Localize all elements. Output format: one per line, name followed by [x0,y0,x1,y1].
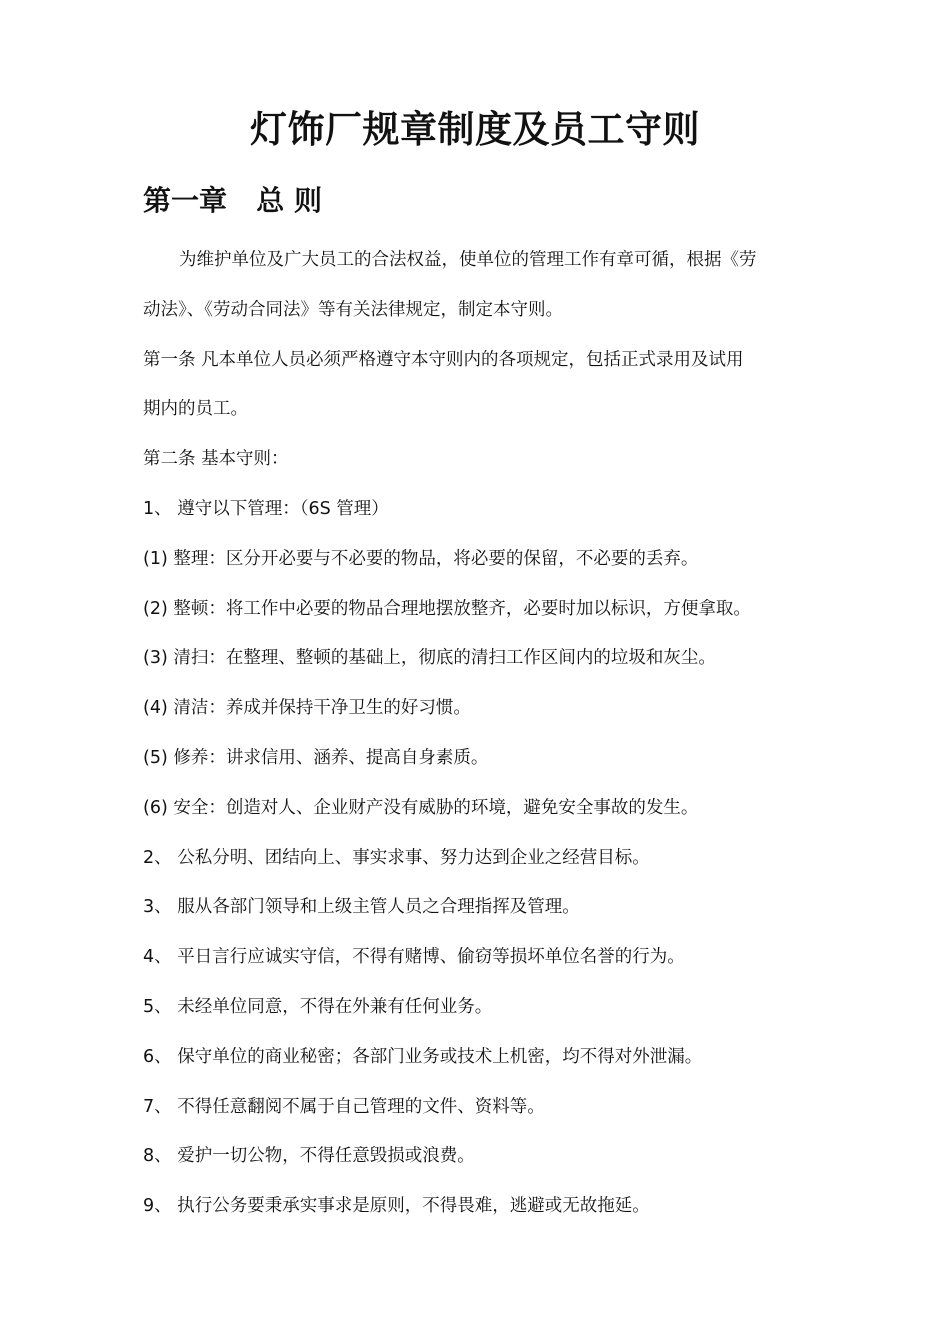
text-line: 2、 公私分明、团结向上、事实求事、努力达到企业之经营目标。 [143,847,650,868]
text-line: (6) 安全：创造对人、企业财产没有威胁的环境，避免安全事故的发生。 [143,797,699,818]
text-line: 9、 执行公务要秉承实事求是原则，不得畏难，逃避或无故拖延。 [143,1196,650,1217]
body-text [143,236,823,1232]
text-line: (1) 整理：区分开必要与不必要的物品，将必要的保留，不必要的丢弃。 [143,548,699,569]
text-line: 1、 遵守以下管理：（6S 管理） [143,498,389,519]
text-line: 6、 保守单位的商业秘密；各部门业务或技术上机密，均不得对外泄漏。 [143,1046,703,1067]
text-line: 5、 未经单位同意，不得在外兼有任何业务。 [143,996,493,1017]
text-line: 期内的员工。 [143,399,248,420]
text-line: 8、 爱护一切公物，不得任意毁损或浪费。 [143,1146,475,1167]
chapter-heading: 第一章 总 则 [143,184,322,217]
text-line: (2) 整顿：将工作中必要的物品合理地摆放整齐，必要时加以标识，方便拿取。 [143,598,751,619]
text-line: 7、 不得任意翻阅不属于自己管理的文件、资料等。 [143,1096,545,1117]
text-line: 3、 服从各部门领导和上级主管人员之合理指挥及管理。 [143,897,580,918]
text-line: 第二条 基本守则： [143,449,289,470]
text-line: (5) 修养：讲求信用、涵养、提高自身素质。 [143,747,489,768]
document-title: 灯饰厂规章制度及员工守则 [250,108,700,151]
text-line: (3) 清扫：在整理、整顿的基础上，彻底的清扫工作区间内的垃圾和灰尘。 [143,648,716,669]
text-line: 动法》、《劳动合同法》等有关法律规定，制定本守则。 [143,299,563,320]
text-line: 4、 平日言行应诚实守信，不得有赌博、偷窃等损坏单位名誉的行为。 [143,947,685,968]
text-line: 第一条 凡本单位人员必须严格遵守本守则内的各项规定，包括正式录用及试用 [143,349,744,370]
text-line: (4) 清洁：养成并保持干净卫生的好习惯。 [143,698,471,719]
text-line: 为维护单位及广大员工的合法权益，使单位的管理工作有章可循，根据《劳 [179,250,757,270]
